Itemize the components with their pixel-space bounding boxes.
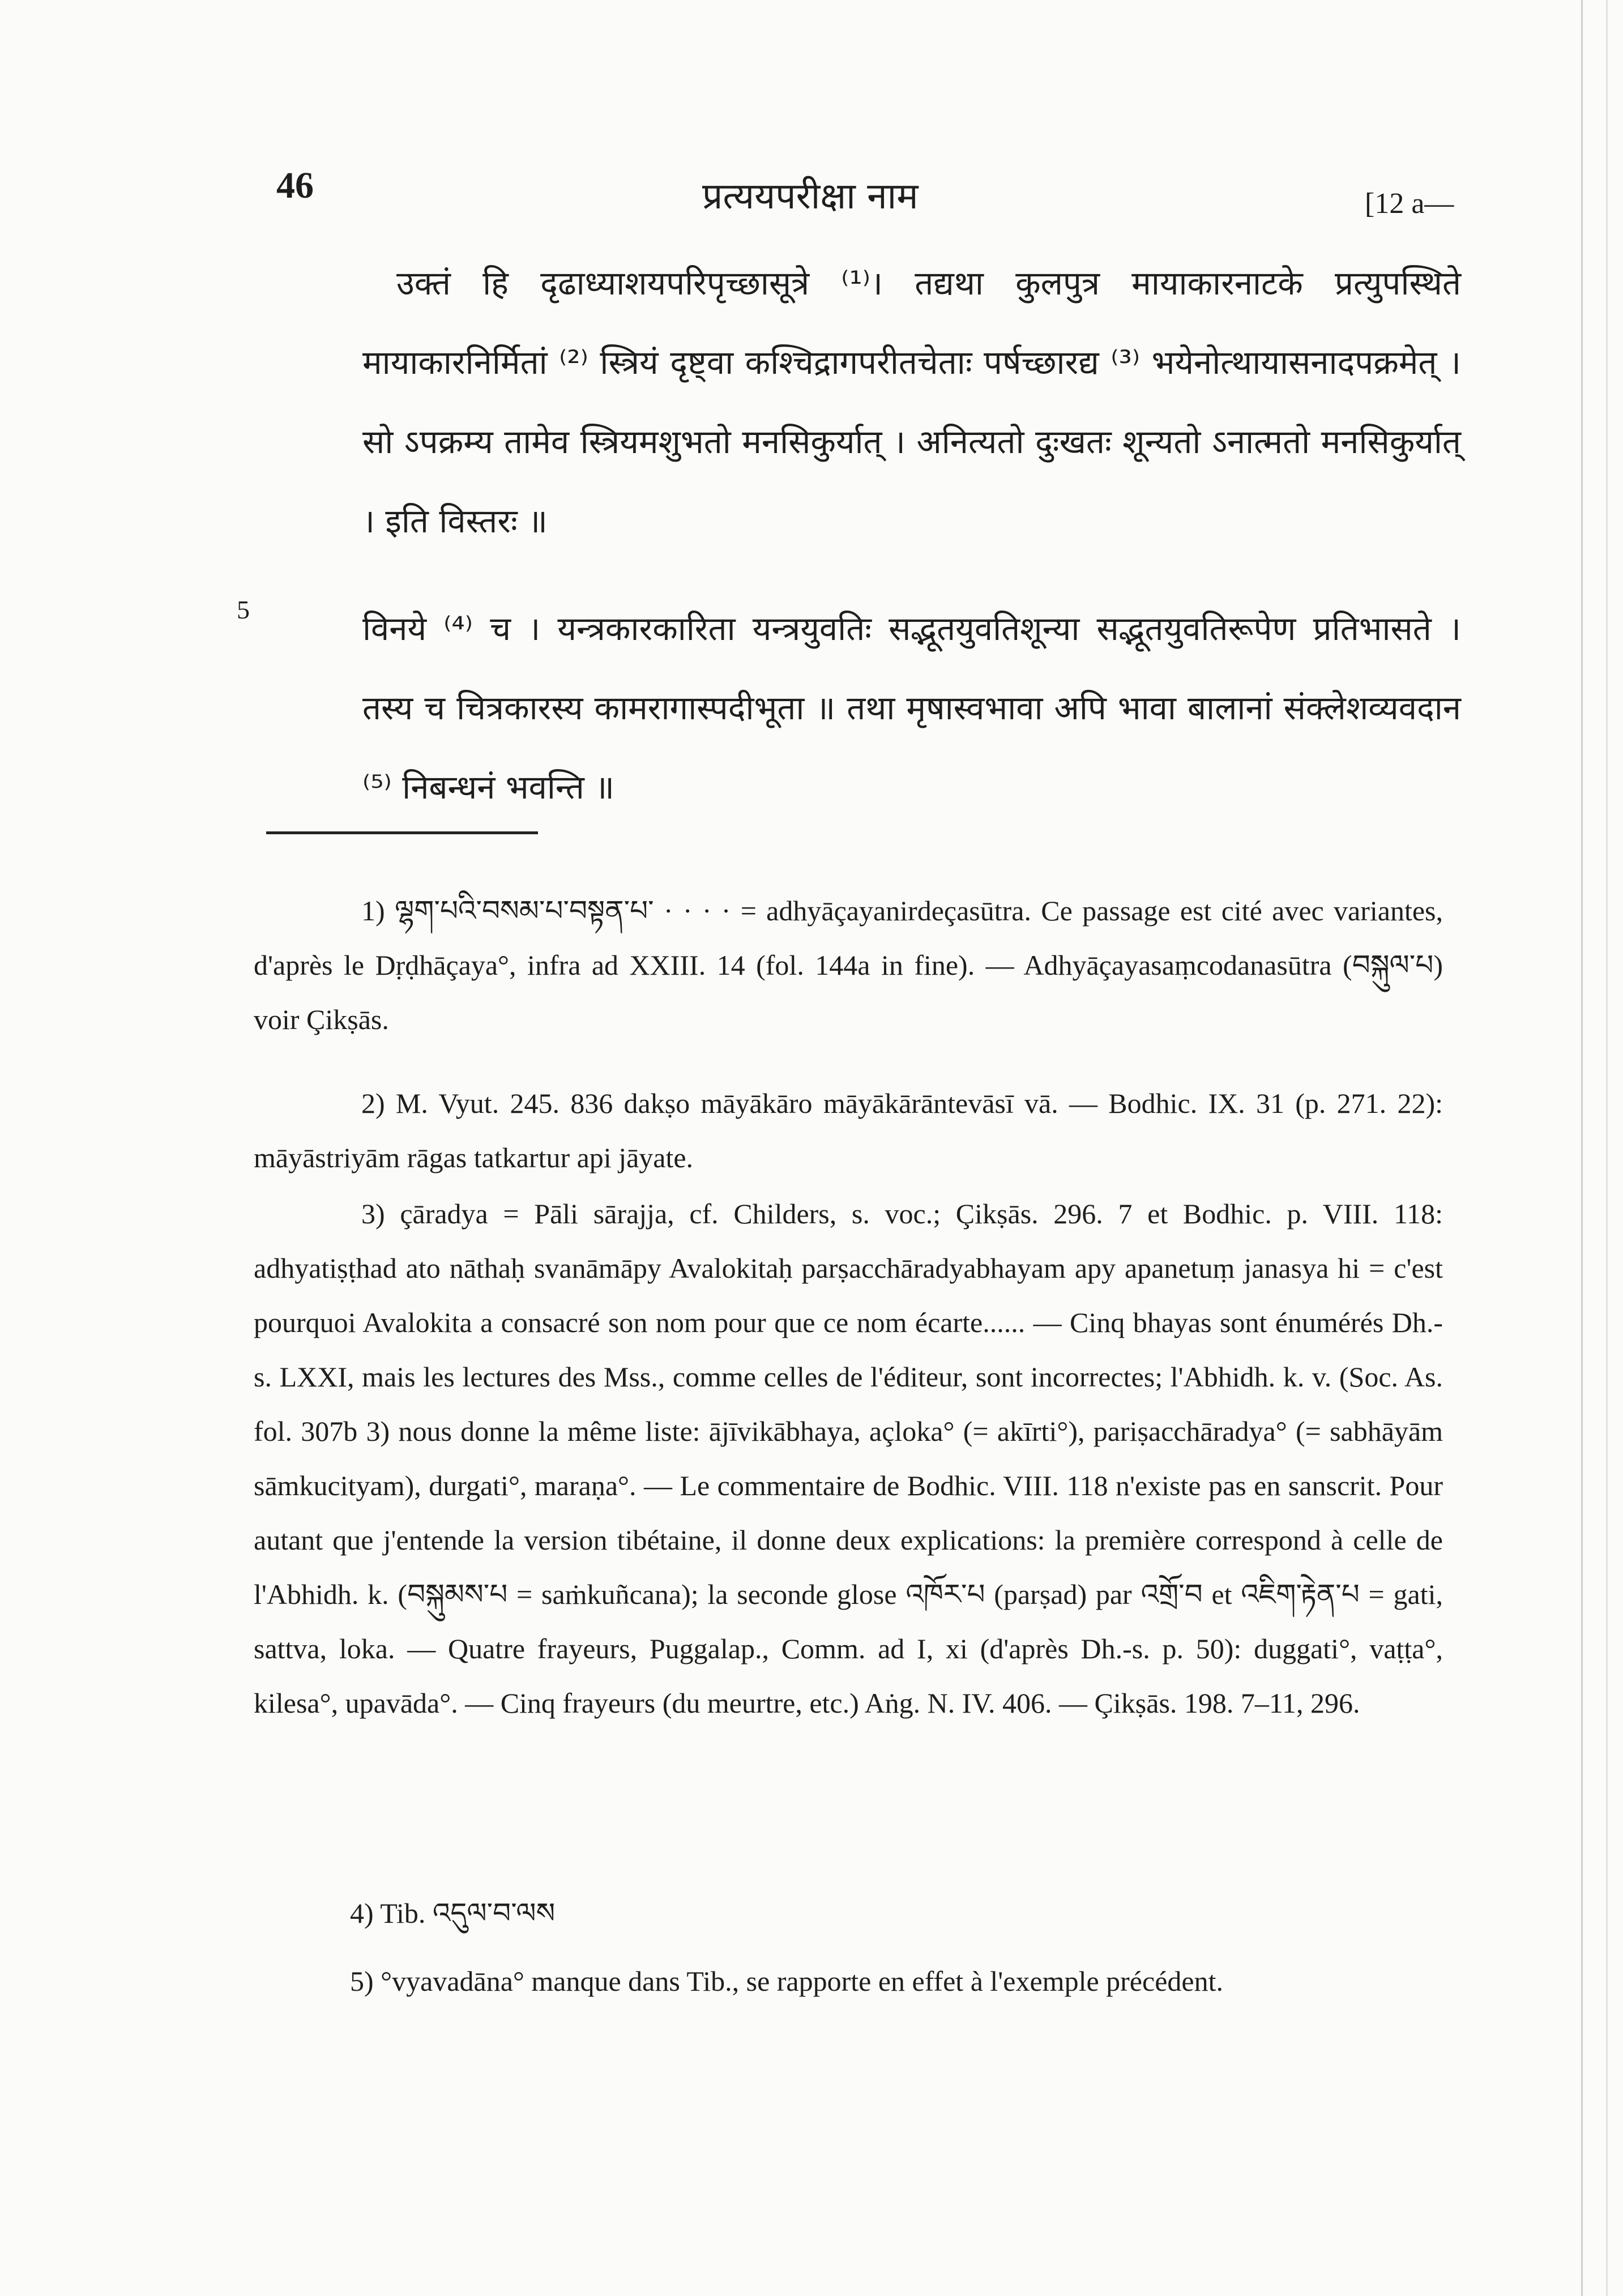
running-title: प्रत्ययपरीक्षा नाम (702, 176, 919, 217)
page-number: 46 (276, 165, 314, 206)
folio-reference: [12 a— (1365, 187, 1454, 220)
footnote-3: 3) çāradya = Pāli sārajja, cf. Childers, s. voc.; Çikṣās. 296. 7 et Bodhic. p. VIII. 118: adhyatiṣṭhad ato nāthaḥ svanāmāpy Avalokitaḥ parṣacchāradyabhayam apy apanetuṃ janasya hi = c'est pourquoi Avalokita a consacré son nom pour que ce nom écarte...... — Cinq bhayas sont énumérés Dh.-s. LXXI, mais les lectures des Mss., comme celles de l'éditeur, sont incorrectes; l'Abhidh. k. v. (Soc. As. fol. 307b 3) nous donne la même liste: ājīvikābhaya, açloka° (= akīrti°), pariṣacchāradya° (= sabhāyām sāmkucityam), durgati°, maraṇa°. — Le commentaire de Bodhic. VIII. 118 n'existe pas en sanscrit. Pour autant que j'entende la version tibétaine, il donne deux explications: la première correspond à celle de l'Abhidh. k. (བསྐུམས་པ = saṁkuñcana); la seconde glose འཁོར་པ (parṣad) par འགྲོ་བ et འཇིག་རྟེན་པ = gati, sattva, loka. — Quatre frayeurs, Puggalap., Comm. ad I, xi (d'après Dh.-s. p. 50): duggati°, vaṭṭa°, kilesa°, upavāda°. — Cinq frayeurs (du meurtre, etc.) Aṅg. N. IV. 406. — Çikṣās. 198. 7–11, 296. (254, 1198, 1443, 1719)
footnote-1: 1) ལྷག་པའི་བསམ་པ་བསྟན་པ་ · · · · = adhyāçayanirdeçasūtra. Ce passage est cité avec variantes, d'après le Dṛḍhāçaya°, infra ad XXIII. 14 (fol. 144a in fine). — Adhyāçayasaṃcodanasūtra (བསྐུལ་པ) voir Çikṣās. (254, 895, 1443, 1035)
footnote-separator-rule (266, 831, 538, 834)
line-number: 5 (237, 595, 250, 624)
page-edge-line-outer (1606, 0, 1608, 2296)
footnote-4: 4) Tib. འདུལ་བ་ལས (350, 1897, 556, 1929)
page-edge-line (1581, 0, 1583, 2296)
footnote-5: 5) °vyavadāna° manque dans Tib., se rapporte en effet à l'exemple précédent. (350, 1965, 1223, 1997)
sanskrit-paragraph-2: विनये ⁽⁴⁾ च । यन्त्रकारकारिता यन्त्रयुवतिः सद्भूतयुवतिशून्या सद्भूतयुवतिरूपेण प्रतिभासते । तस्य च चित्रकारस्य कामरागास्पदीभूता ॥ तथा मृषास्वभावा अपि भावा बालानां संक्लेशव्यवदान ⁽⁵⁾ निबन्धनं भवन्ति ॥ (362, 609, 1461, 806)
footnote-2: 2) M. Vyut. 245. 836 dakṣo māyākāro māyākārāntevāsī vā. — Bodhic. IX. 31 (p. 271. 22): māyāstriyām rāgas tatkartur api jāyate. (254, 1087, 1443, 1173)
sanskrit-paragraph-1: उक्तं हि दृढाध्याशयपरिपृच्छासूत्रे ⁽¹⁾। तद्यथा कुलपुत्र मायाकारनाटके प्रत्युपस्थिते मायाकारनिर्मितां ⁽²⁾ स्त्रियं दृष्ट्वा कश्चिद्रागपरीतचेताः पर्षच्छारद्य ⁽³⁾ भयेनोत्थायासनादपक्रमेत् । सो ऽपक्रम्य तामेव स्त्रियमशुभतो मनसिकुर्यात् । अनित्यतो दुःखतः शून्यतो ऽनात्मतो मनसिकुर्यात् । इति विस्तरः ॥ (362, 264, 1461, 540)
